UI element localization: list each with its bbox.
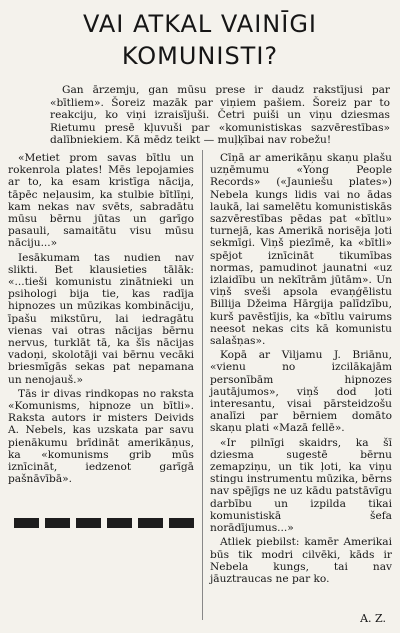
- paragraph: Kopā ar Viljamu J. Briānu, «vienu no izcilākajām personībām hipnozes jautājumos», viņš dod ļoti interesantu, visai pārsteidzošu analīzi par bērniem domāto skaņu plati «Mazā fellē».: [210, 349, 392, 435]
- article-lead: [50, 84, 390, 147]
- author-signature: A. Z.: [360, 612, 386, 625]
- dash: [107, 518, 132, 528]
- right-column: [210, 152, 392, 587]
- paragraph: «Metiet prom savas bītlu un rokenrola plates! Mēs lepojamies ar to, ka esam kristīga nācija, tāpēc neļausim, ka stulbie bītlīņi, kam nekas nav svēts, sabradātu mūsu bērnu jūtas un garīgo pasauli, samaitātu visu mūsu nāciju...»: [8, 152, 194, 250]
- dash: [169, 518, 194, 528]
- left-column: [8, 152, 194, 487]
- lead-paragraph: Gan ārzemju, gan mūsu prese ir daudz rakstījusi par «bītliem». Šoreiz mazāk par viņiem pašiem. Šoreiz par to reakciju, ko viņi izraisījuši. Četri puiši un viņu dziesmas Rietumu presē kļuvuši par «komunistiskas sazvērestības» dalībniekiem. Kā mēdz teikt — muļķībai nav robežu!: [50, 84, 390, 147]
- dash: [76, 518, 101, 528]
- article-title: VAI ATKAL VAINĪGI KOMUNISTI?: [82, 10, 318, 70]
- column-divider: [202, 150, 203, 620]
- paragraph: Atliek piebilst: kamēr Amerikai būs tik modri cilvēki, kāds ir Nebela kungs, tai nav jāuztraucas ne par ko.: [210, 536, 392, 585]
- dash: [138, 518, 163, 528]
- paragraph: «Ir pilnīgi skaidrs, ka šī dziesma sugestē bērnu zemapziņu, un tik ļoti, ka viņu stingu instrumentu mūzika, bērns nav spējīgs ne uz kādu patstāvīgu darbību un izpilda tikai komunistiskā šefa norādījumus...»: [210, 436, 392, 535]
- paragraph: Iesākumam tas nudien nav slikti. Bet klausieties tālāk: «...tieši komunistu zinātnieki un psihologi bija tie, kas radīja hipnozes un mūzikas kombināciju, īpašu mikstūru, lai iedragātu vienas vai otras nācijas bērnu nervus, turklāt tā, ka šīs nācijas vadoņi, skolotāji vai bērnu vecāki briesmīgās sekas pat nepamana un nenojauš.»: [8, 251, 194, 386]
- dash: [45, 518, 70, 528]
- paragraph: Cīņā ar amerikāņu skaņu plašu uzņēmumu «Yong People Records» («Jauniešu plates») Nebela kungs lidis vai no ādas laukā, lai samelētu komunistiskās sazvērestības pēdas pat «bītlu» turnejā, kas Amerikā norisēja ļoti sekmīgi. Viņš piezīmē, ka «bītli» spējot iznīcināt tikumības normas, pamudinot jaunatni «uz izlaidību un nekītrām jūtām». Un viņš sveši apsola evaņģēlistu Billija Džeima Hārgija palīdzību, kurš pavēstījis, ka «bītlu vairums neesot nekas cits kā komunistu salašņas».: [210, 152, 392, 348]
- dash: [14, 518, 39, 528]
- dash-separator: [14, 518, 194, 530]
- paragraph: Tās ir divas rindkopas no raksta «Komunisms, hipnoze un bītli». Raksta autors ir misters Deivids A. Nebels, kas uzskata par savu pienākumu brīdināt amerikāņus, ka «komunisms grib mūs iznīcināt, iedzenot garīgā pašnāvībā».: [8, 387, 194, 486]
